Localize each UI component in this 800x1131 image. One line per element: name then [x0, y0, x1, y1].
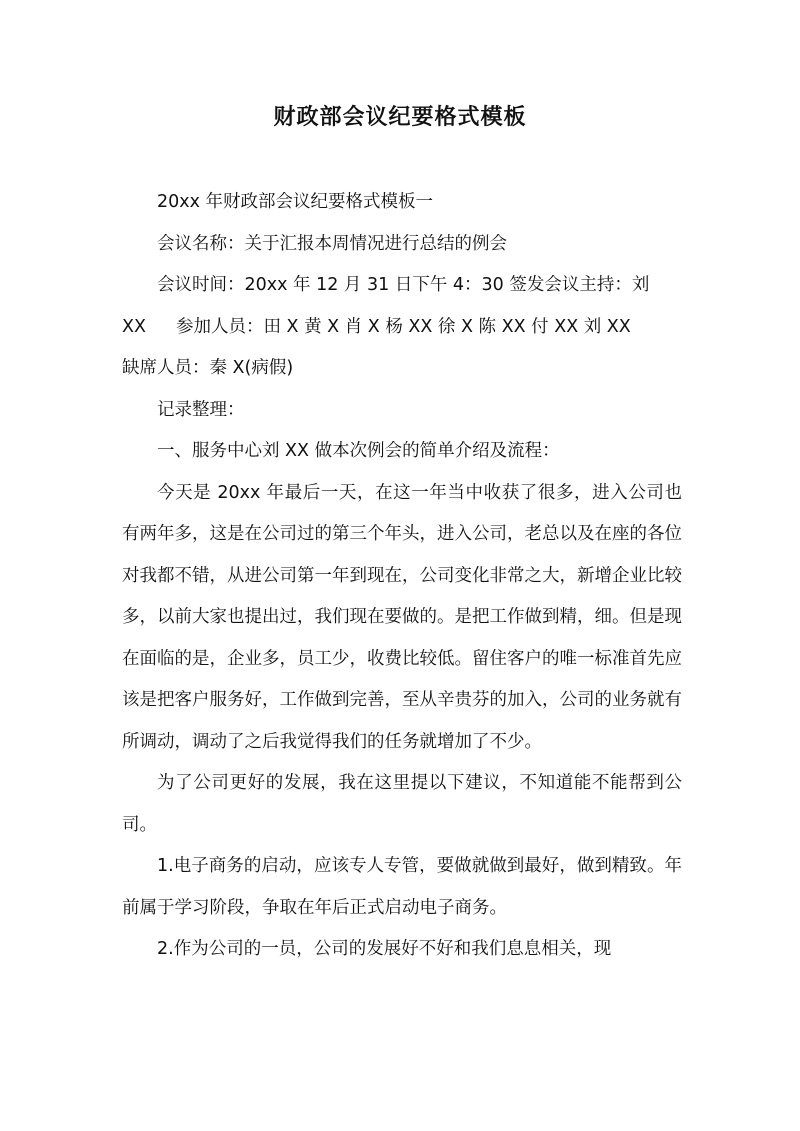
document-title: 财政部会议纪要格式模板 — [273, 105, 527, 130]
meeting-name-line: 会议名称：关于汇报本周情况进行总结的例会 — [157, 233, 507, 254]
list-item-2: 2.作为公司的一员，公司的发展好不好和我们息息相关，现 — [157, 939, 612, 959]
section1-title: 一、服务中心刘 XX 做本次例会的简单介绍及流程： — [157, 441, 560, 461]
paragraph-2: 为了公司更好的发展，我在这里提以下建议，不知道能不能帮到公司。 — [122, 773, 682, 835]
list-item-1: 1.电子商务的启动，应该专人专管，要做就做到最好，做到精致。年前属于学习阶段，争取在年后正式启动电子商务。 — [122, 856, 682, 918]
participants-text: 参加人员：田 X 黄 X 肖 X 杨 XX 徐 X 陈 XX 付 XX 刘 XX — [175, 316, 631, 337]
meeting-time-line: 会议时间：20xx 年 12 月 31 日下午 4：30 签发会议主持：刘 — [157, 275, 650, 295]
absent-line: 缺席人员：秦 X(病假) — [122, 358, 294, 378]
document-body — [122, 182, 682, 971]
heading-line: 20xx 年财政部会议纪要格式模板一 — [157, 192, 434, 212]
paragraph-1: 今天是 20xx 年最后一天，在这一年当中收获了很多，进入公司也有两年多，这是在公司过的第三个年头，进入公司，老总以及在座的各位对我都不错，从进公司第一年到现在，公司变化非常之大，新增企业比较多，以前大家也提出过，我们现在要做的。是把工作做到精，细。但是现在面临的是，企业多，员工少，收费比较低。留住客户的唯一标准首先应该是把客户服务好，工作做到完善，至从辛贵芬的加入，公司的业务就有所调动，调动了之后我觉得我们的任务就增加了不少。 — [122, 482, 682, 752]
participants-line — [122, 307, 682, 349]
host-suffix: XX — [122, 316, 146, 337]
records-label: 记录整理： — [157, 399, 245, 420]
